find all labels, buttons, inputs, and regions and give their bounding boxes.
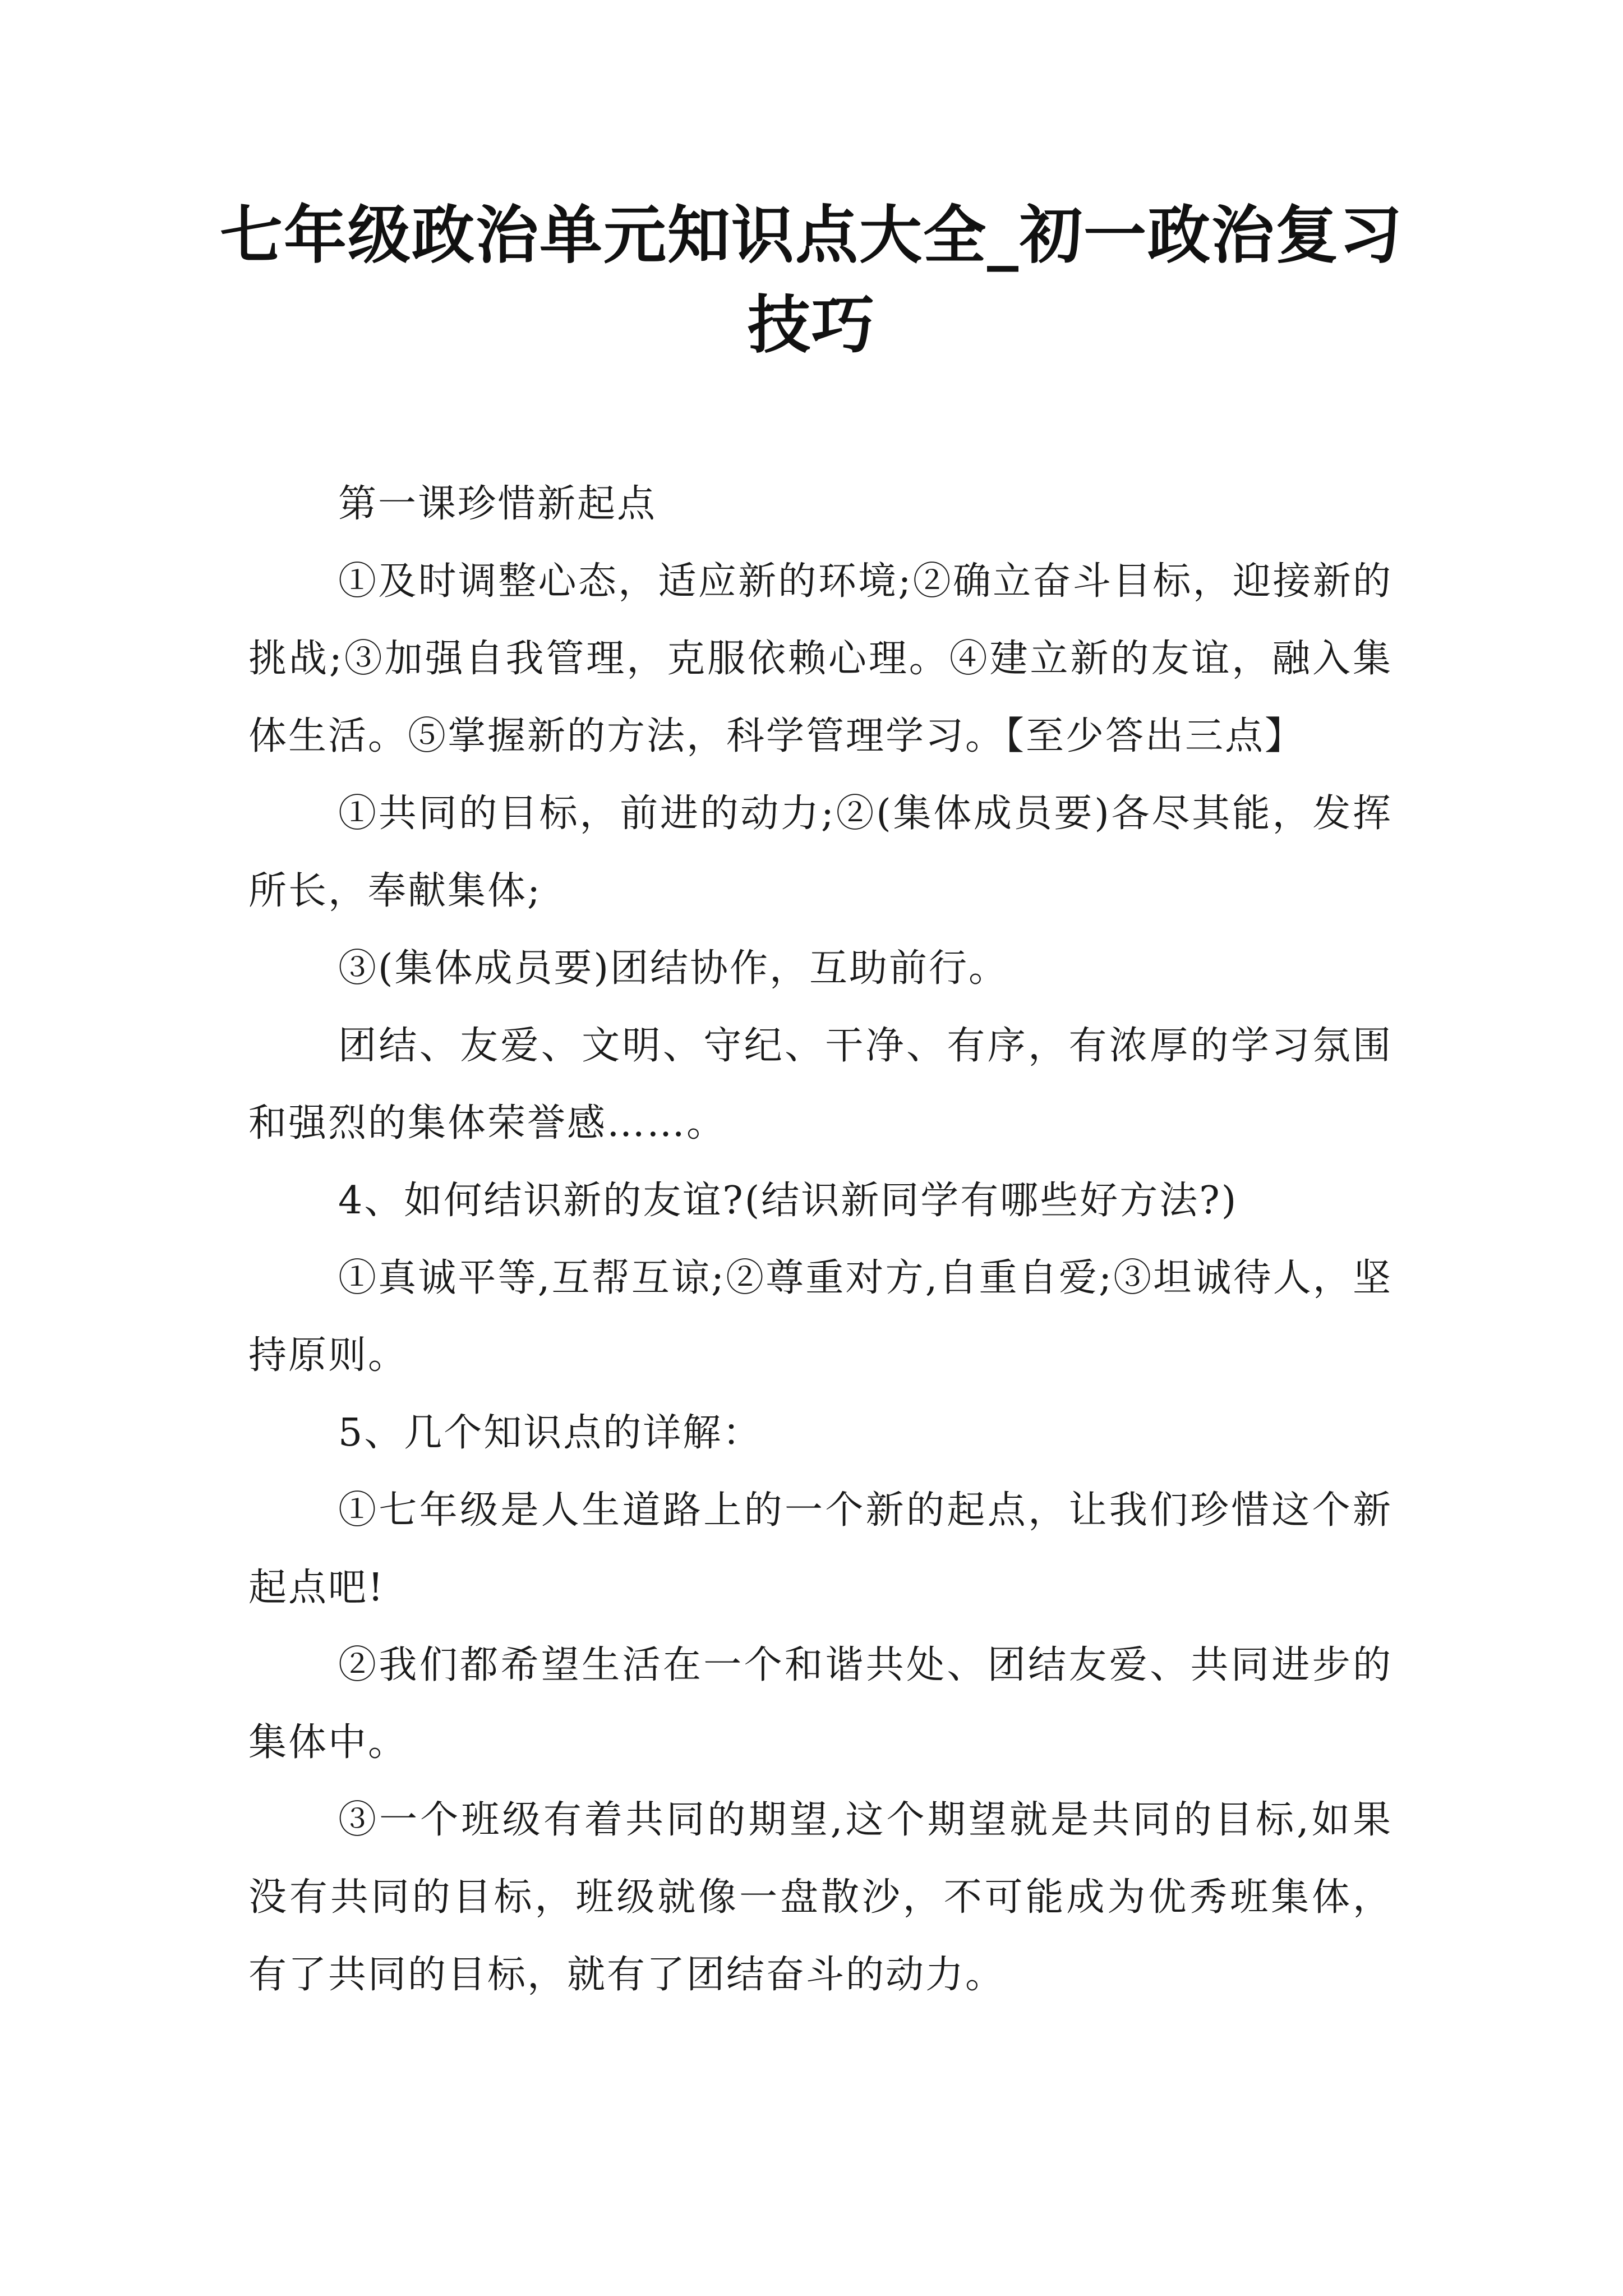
title-line-2: 技巧 — [748, 288, 875, 362]
paragraph: ③(集体成员要)团结协作，互助前行。 — [338, 946, 1009, 991]
paragraph: 5、几个知识点的详解： — [338, 1411, 763, 1455]
document-body — [248, 466, 1393, 2014]
paragraph: ①真诚平等,互帮互谅;②尊重对方,自重自爱;③坦诚待人，坚持原则。 — [248, 1256, 1393, 1378]
paragraph: 4、如何结识新的友谊?(结识新同学有哪些好方法?) — [338, 1179, 1238, 1223]
paragraph: 团结、友爱、文明、守纪、干净、有序，有浓厚的学习氛围和强烈的集体荣誉感……。 — [248, 1024, 1393, 1145]
paragraph: ①共同的目标，前进的动力;②(集体成员要)各尽其能，发挥所长，奉献集体; — [248, 792, 1393, 913]
paragraph: ②我们都希望生活在一个和谐共处、团结友爱、共同进步的集体中。 — [248, 1643, 1393, 1765]
paragraph: ①及时调整心态，适应新的环境;②确立奋斗目标，迎接新的挑战;③加强自我管理，克服依赖心理。④建立新的友谊，融入集体生活。⑤掌握新的方法，科学管理学习。【至少答出三点】 — [248, 559, 1393, 758]
paragraph: ①七年级是人生道路上的一个新的起点，让我们珍惜这个新起点吧! — [248, 1488, 1393, 1610]
paragraph: ③一个班级有着共同的期望,这个期望就是共同的目标,如果没有共同的目标，班级就像一盘散沙，不可能成为优秀班集体，有了共同的目标，就有了团结奋斗的动力。 — [248, 1798, 1393, 1997]
document-title — [213, 191, 1410, 370]
title-line-1: 七年级政治单元知识点大全_初一政治复习 — [220, 199, 1403, 272]
section-heading: 第一课珍惜新起点 — [338, 482, 657, 526]
